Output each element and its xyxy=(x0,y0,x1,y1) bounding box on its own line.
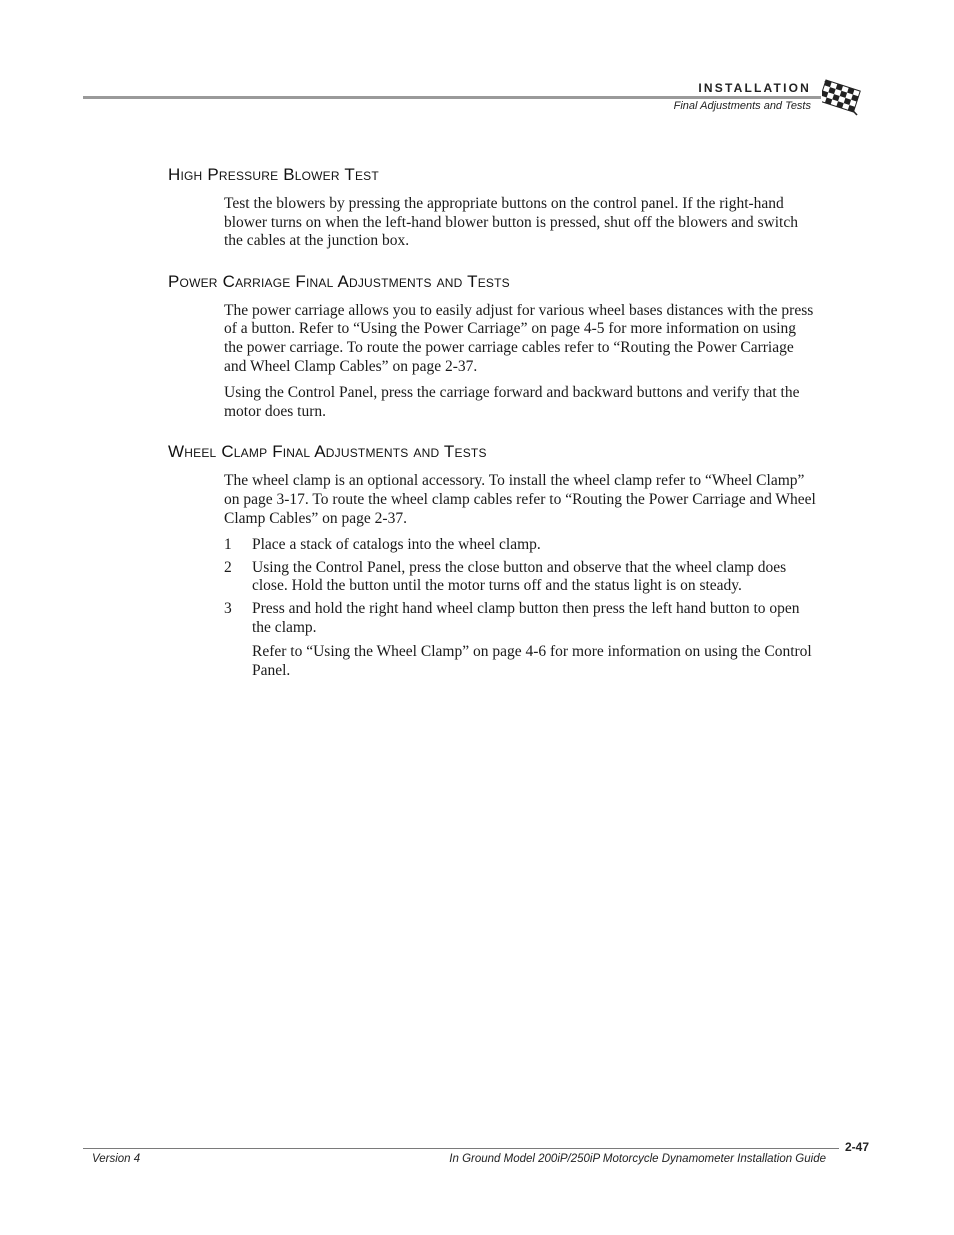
header-chapter: INSTALLATION xyxy=(698,81,811,95)
paragraph: Test the blowers by pressing the appropriate buttons on the control panel. If the right-hand blower turns on when the left-hand blower button is pressed, shut off the blowers and switch the cables at the junction box. xyxy=(224,195,798,250)
page-content xyxy=(168,164,818,700)
footer-version: Version 4 xyxy=(92,1153,141,1165)
steps-list xyxy=(224,536,816,637)
step-number: 3 xyxy=(224,599,232,617)
step-text: Press and hold the right hand wheel clamp button then press the left hand button to open the clamp. xyxy=(252,599,800,636)
paragraph: The power carriage allows you to easily adjust for various wheel bases distances with the press of a button. Refer to “Using the Power Carriage” on page 4-5 for more information on using the power carriage. To route the power carriage cables refer to “Routing the Power Carriage and Wheel Clamp Cables” on page 2-37. xyxy=(224,301,814,375)
list-item xyxy=(224,559,816,596)
paragraph: The wheel clamp is an optional accessory. To install the wheel clamp refer to “Wheel Clamp” on page 3-17. To route the wheel clamp cables refer to “Routing the Power Carriage and Wheel Clamp Cables” on page 2-37. xyxy=(224,472,816,527)
header-rule xyxy=(83,96,821,99)
footer-rule xyxy=(83,1148,839,1149)
footer-guide-title: In Ground Model 200iP/250iP Motorcycle Dynamometer Installation Guide xyxy=(449,1153,826,1165)
paragraph: Using the Control Panel, press the carriage forward and backward buttons and verify that the motor does turn. xyxy=(224,384,800,420)
section-heading: High Pressure Blower Test xyxy=(168,165,379,184)
step-text: Using the Control Panel, press the close button and observe that the wheel clamp does close. Hold the button until the motor turns off and the status light is on steady. xyxy=(252,558,787,595)
section-power-carriage xyxy=(168,271,818,422)
list-item xyxy=(224,536,816,555)
section-heading: Power Carriage Final Adjustments and Tests xyxy=(168,271,510,291)
step-text: Place a stack of catalogs into the wheel clamp. xyxy=(252,536,541,554)
section-heading: Wheel Clamp Final Adjustments and Tests xyxy=(168,442,487,462)
header-section: Final Adjustments and Tests xyxy=(673,100,811,112)
follow-paragraph: Refer to “Using the Wheel Clamp” on page 4-6 for more information on using the Control Panel. xyxy=(252,643,812,679)
checkered-flag-icon xyxy=(822,76,866,116)
page-number: 2-47 xyxy=(845,1140,870,1154)
step-number: 2 xyxy=(224,558,232,576)
list-item xyxy=(224,600,816,637)
step-number: 1 xyxy=(224,536,232,554)
section-blower-test xyxy=(168,164,818,251)
section-wheel-clamp xyxy=(168,441,818,680)
